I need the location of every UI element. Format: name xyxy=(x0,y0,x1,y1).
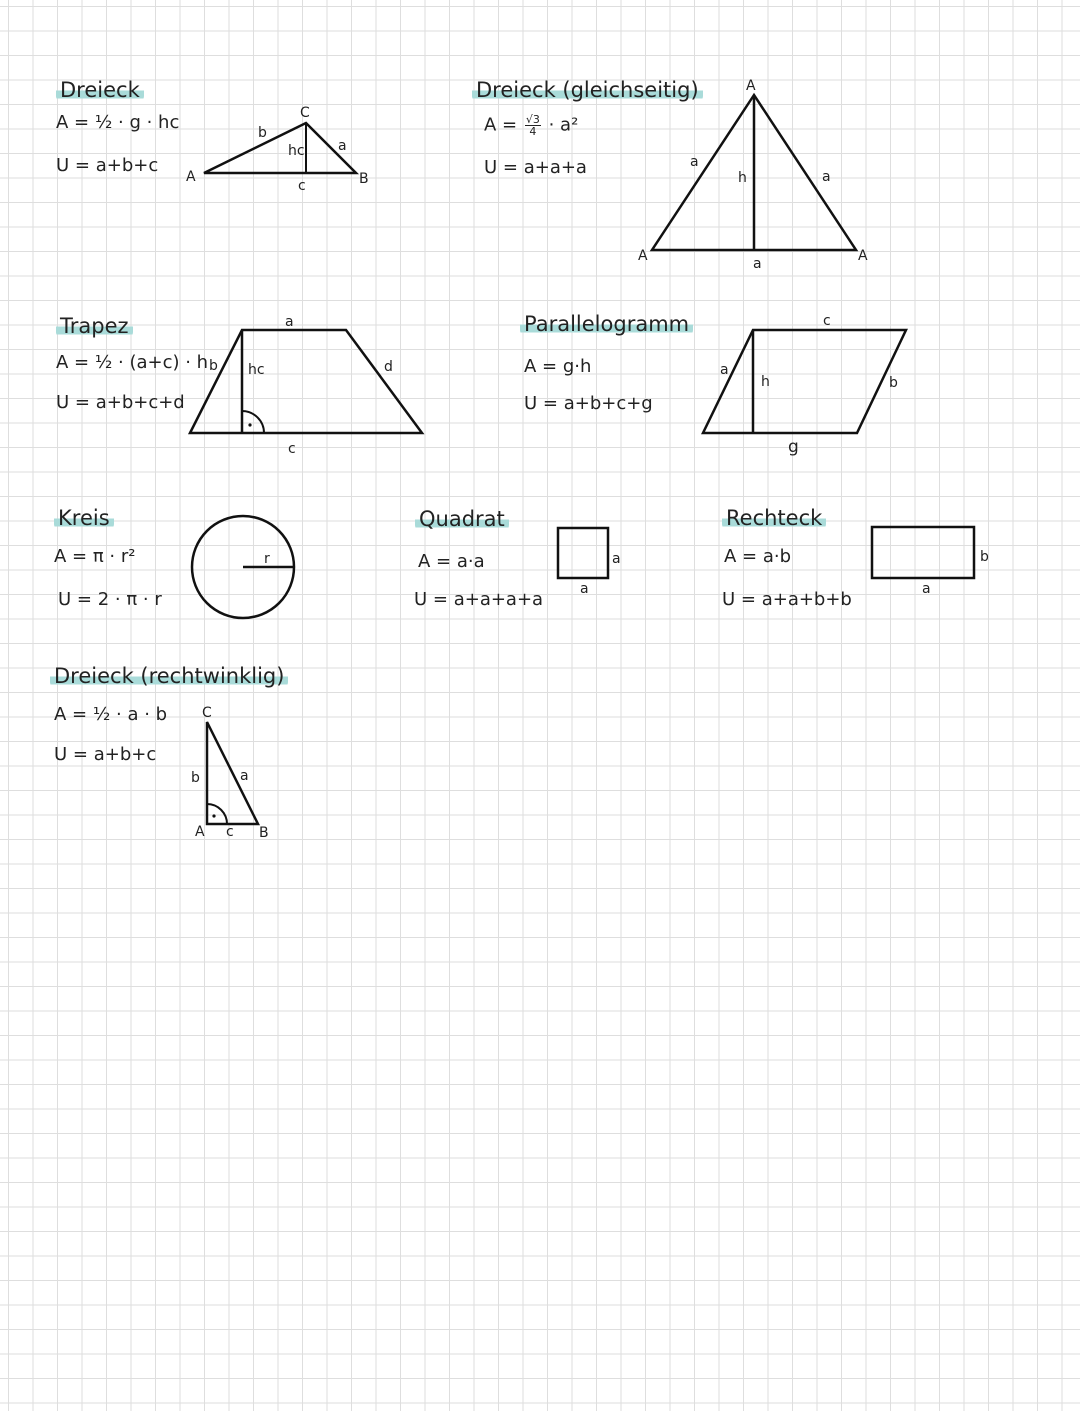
perimeter-formula: U = a+b+c xyxy=(54,744,157,765)
height-label-h: h xyxy=(761,374,770,390)
perimeter-formula: U = a+b+c+d xyxy=(56,392,185,413)
side-label-right: a xyxy=(822,169,831,185)
side-label-a: a xyxy=(720,362,729,378)
area-formula xyxy=(484,114,578,137)
height-label: h xyxy=(738,170,747,186)
fraction-numerator: √3 xyxy=(525,113,540,126)
height-label-hc: hc xyxy=(248,362,265,378)
area-suffix: · a² xyxy=(548,114,579,136)
vertex-label-top: A xyxy=(746,78,756,94)
side-label-b: b xyxy=(209,358,218,374)
side-label-b: b xyxy=(889,375,898,391)
side-label-a: a xyxy=(338,138,347,154)
side-label-a: a xyxy=(285,314,294,330)
vertex-label-right: A xyxy=(858,248,868,264)
section-title: Quadrat xyxy=(415,507,509,531)
perimeter-formula: U = a+a+b+b xyxy=(722,589,852,610)
section-title: Dreieck (rechtwinklig) xyxy=(50,664,288,688)
vertex-label-a: A xyxy=(195,824,205,840)
radius-label: r xyxy=(264,551,270,567)
side-label-d: d xyxy=(384,359,393,375)
section-title: Dreieck (gleichseitig) xyxy=(472,78,703,102)
section-title: Dreieck xyxy=(56,78,144,102)
side-label-b: b xyxy=(191,770,200,786)
vertex-label-c: C xyxy=(300,105,310,121)
base-label: a xyxy=(753,256,762,272)
height-label-hc: hc xyxy=(288,143,305,159)
side-label: a xyxy=(612,551,621,567)
side-label-a: a xyxy=(240,768,249,784)
side-label-g: g xyxy=(788,437,799,457)
bottom-label: a xyxy=(580,581,589,597)
perimeter-formula: U = a+a+a xyxy=(484,157,587,178)
area-formula: A = a·a xyxy=(418,551,485,572)
side-label: b xyxy=(980,549,989,565)
side-label-c: c xyxy=(298,178,306,194)
area-formula: A = g·h xyxy=(524,356,592,377)
vertex-label-b: B xyxy=(259,825,269,841)
section-title: Rechteck xyxy=(722,506,826,530)
vertex-label-b: B xyxy=(359,171,369,187)
fraction-denominator: 4 xyxy=(529,125,537,138)
perimeter-formula: U = a+a+a+a xyxy=(414,589,544,610)
section-title: Trapez xyxy=(56,314,133,338)
area-formula: A = ½ · a · b xyxy=(54,704,168,725)
perimeter-formula: U = 2 · π · r xyxy=(58,589,162,610)
vertex-label-c: C xyxy=(202,705,212,721)
area-formula: A = ½ · g · hc xyxy=(56,112,180,133)
side-label-left: a xyxy=(690,154,699,170)
vertex-label-left: A xyxy=(638,248,648,264)
section-title: Kreis xyxy=(54,506,114,530)
side-label-c: c xyxy=(823,313,831,329)
side-label-c: c xyxy=(288,441,296,457)
vertex-label-a: A xyxy=(186,169,196,185)
section-title: Parallelogramm xyxy=(520,312,693,336)
perimeter-formula: U = a+b+c xyxy=(56,155,159,176)
fraction xyxy=(525,114,541,137)
bottom-label: a xyxy=(922,581,931,597)
area-formula: A = a·b xyxy=(724,546,792,567)
side-label-c: c xyxy=(226,824,234,840)
side-label-b: b xyxy=(258,125,267,141)
area-prefix: A = xyxy=(484,114,518,136)
area-formula: A = ½ · (a+c) · h xyxy=(56,352,209,373)
area-formula: A = π · r² xyxy=(54,546,136,567)
perimeter-formula: U = a+b+c+g xyxy=(524,393,653,414)
